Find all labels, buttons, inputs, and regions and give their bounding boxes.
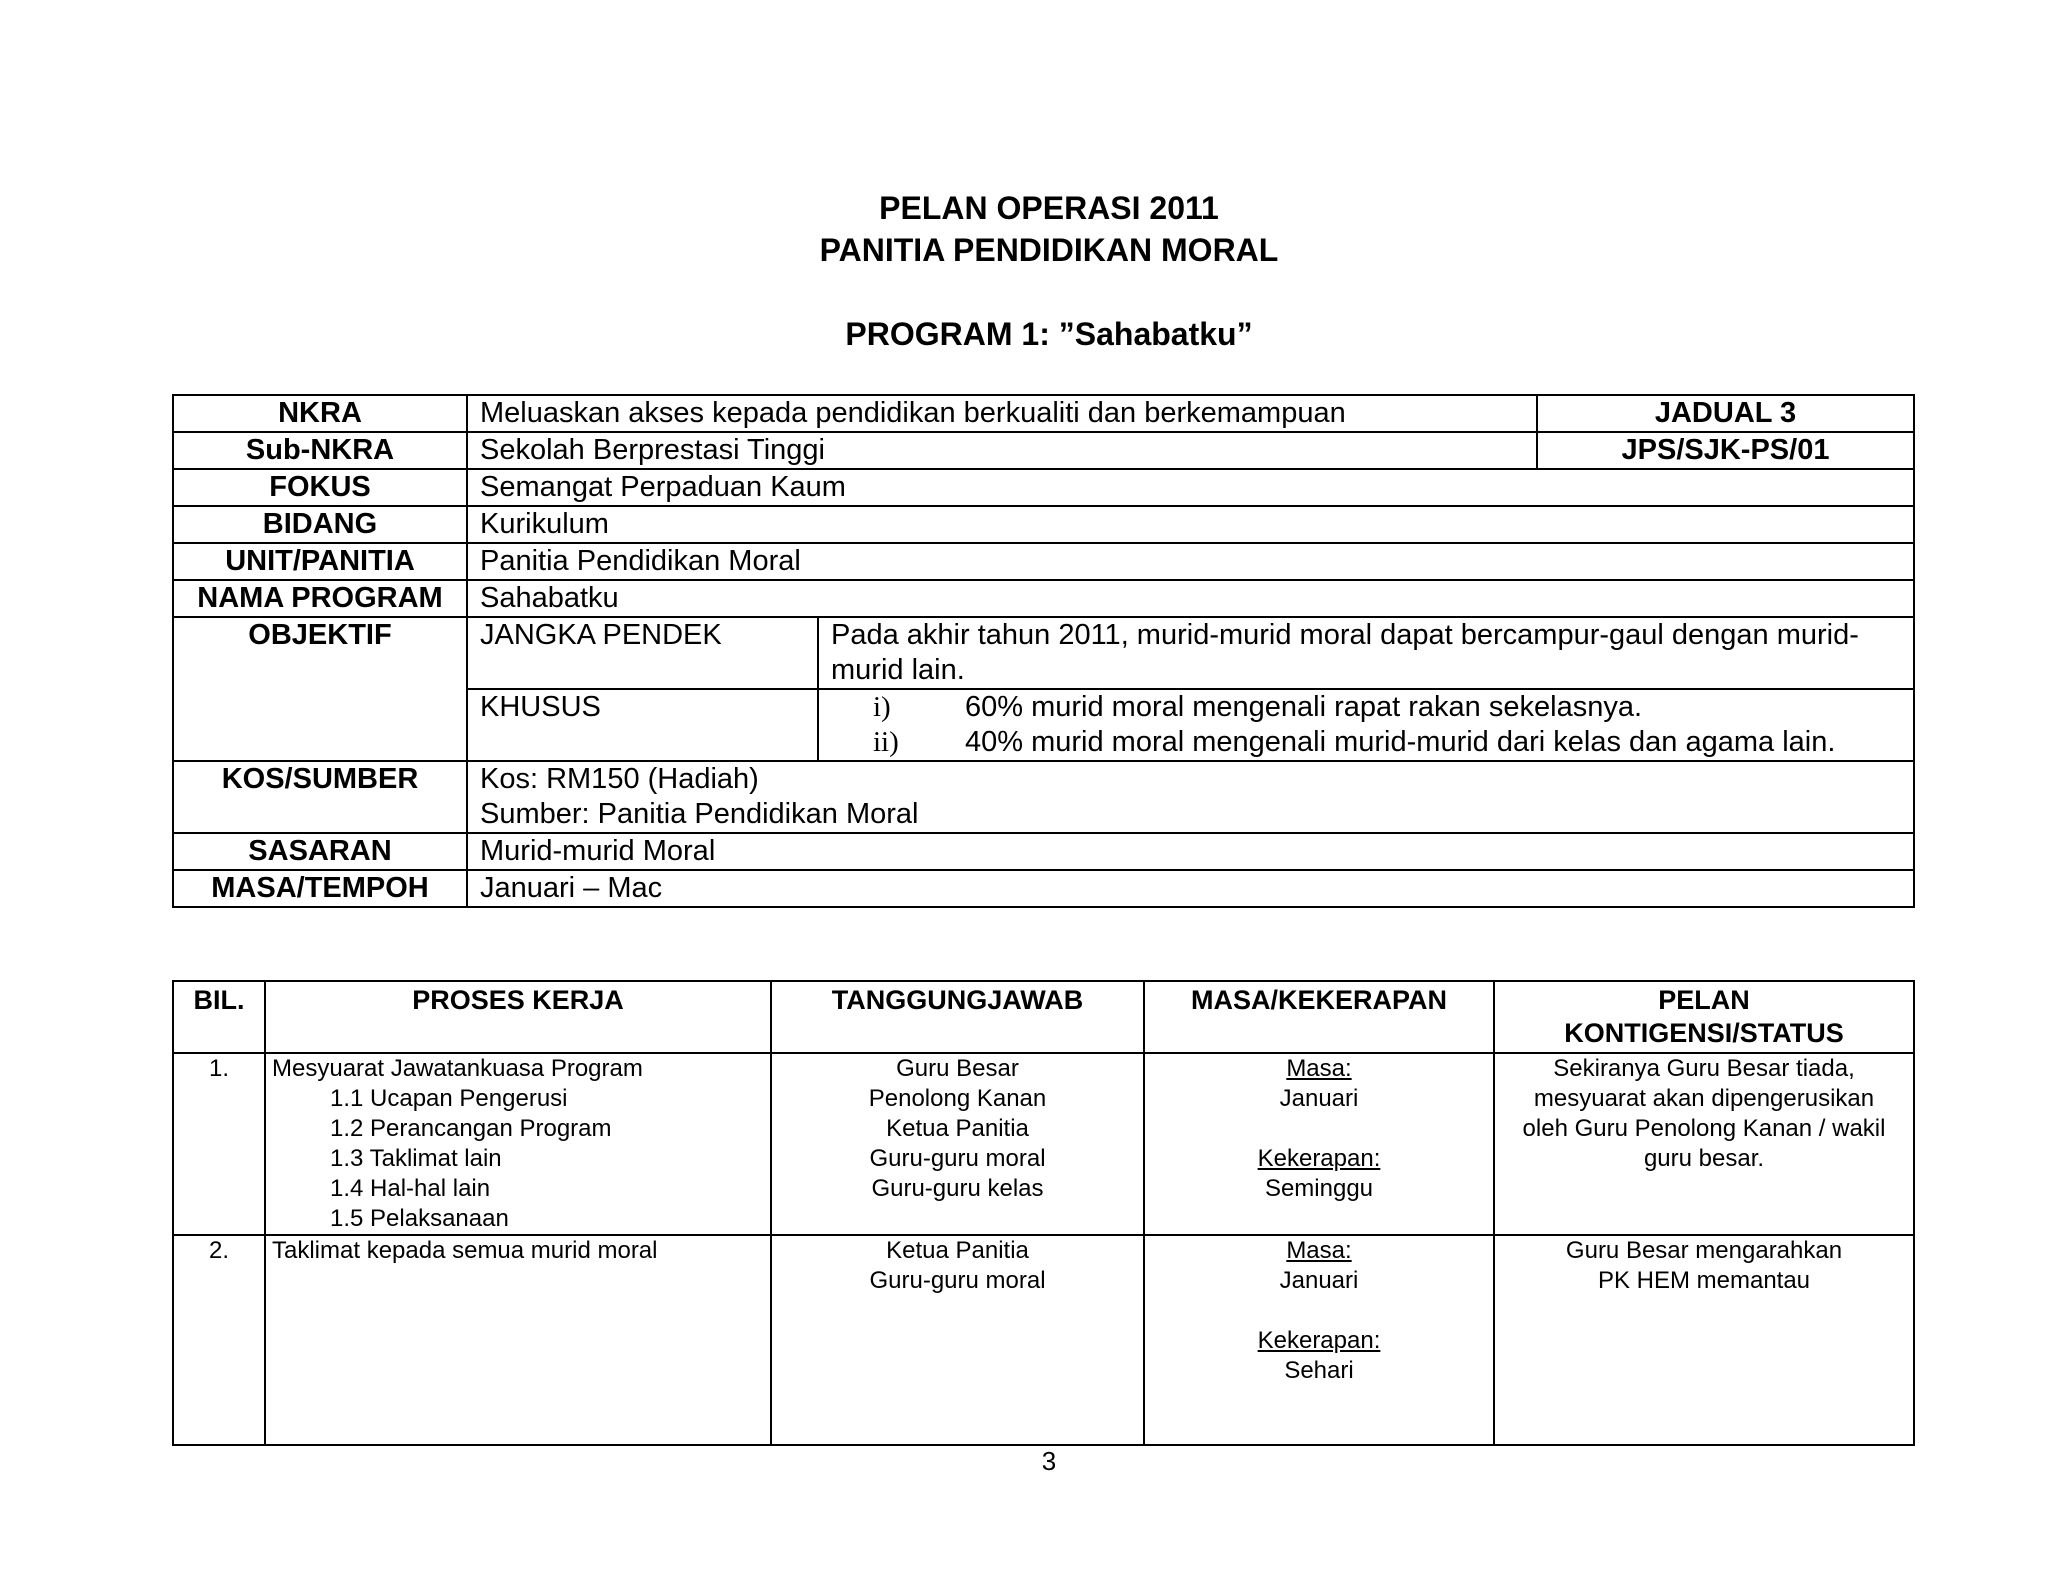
pelan-line: guru besar. [1643,1145,1765,1172]
khusus-item-text: 60% murid moral mengenali rapat rakan sekelasnya. [965,691,1643,723]
spacer [1151,1296,1487,1326]
page-number: 3 [1041,1446,1057,1476]
row-objektif-jangka [173,617,1914,689]
tanggungjawab-cell [771,1235,1144,1445]
kos-value: Kos: RM150 (Hadiah) [480,763,759,795]
proses-title: Mesyuarat Jawatankuasa Program [272,1055,643,1082]
table-row [173,1053,1914,1235]
row-fokus [173,469,1914,506]
proses-subitem: 1.5 Pelaksanaan [330,1205,509,1232]
row-masa-tempoh [173,870,1914,907]
subnkra-label: Sub-NKRA [173,432,467,469]
nkra-value: Meluaskan akses kepada pendidikan berkualiti dan berkemampuan [467,395,1537,432]
row-unit [173,543,1914,580]
row-number: 1. [173,1053,265,1235]
khusus-item-number: i) [873,691,891,723]
work-process-table [172,980,1915,1446]
tanggungjawab-item: Penolong Kanan [868,1085,1047,1112]
kos-sumber-label: KOS/SUMBER [173,761,467,833]
col-header-pelan [1494,981,1914,1053]
nkra-label: NKRA [173,395,467,432]
masa-cell [1144,1235,1494,1445]
row-subnkra [173,432,1914,469]
subnkra-value: Sekolah Berprestasi Tinggi [467,432,1537,469]
khusus-item [823,725,1901,760]
row-bidang [173,506,1914,543]
fokus-value: Semangat Perpaduan Kaum [467,469,1914,506]
row-sasaran [173,833,1914,870]
pelan-line: Guru Besar mengarahkan [1565,1237,1843,1264]
kekerapan-value: Sehari [1284,1357,1354,1384]
proses-subitem: 1.2 Perancangan Program [330,1115,612,1142]
masa-cell [1144,1053,1494,1235]
pelan-line: oleh Guru Penolong Kanan / wakil [1522,1115,1886,1142]
work-header-row [173,981,1914,1053]
masa-value: Januari [1279,1267,1359,1294]
khusus-item-text: 40% murid moral mengenali murid-murid dari kelas dan agama lain. [965,726,1836,758]
code-label: JPS/SJK-PS/01 [1537,432,1914,469]
pelan-line: mesyuarat akan dipengerusikan [1533,1085,1875,1112]
tanggungjawab-item: Guru Besar [896,1055,1019,1082]
proses-cell [265,1053,771,1235]
khusus-label: KHUSUS [467,689,818,761]
masa-tempoh-label: MASA/TEMPOH [173,870,467,907]
col-header-tanggungjawab: TANGGUNGJAWAB [771,981,1144,1053]
unit-value: Panitia Pendidikan Moral [467,543,1914,580]
sasaran-label: SASARAN [173,833,467,870]
pelan-cell [1494,1053,1914,1235]
proses-title: Taklimat kepada semua murid moral [272,1237,658,1264]
program-title: PROGRAM 1: ”Sahabatku” [845,316,1253,352]
nama-program-value: Sahabatku [467,580,1914,617]
sasaran-value: Murid-murid Moral [467,833,1914,870]
masa-tempoh-value: Januari – Mac [467,870,1914,907]
tanggungjawab-item: Guru-guru moral [869,1267,1046,1294]
khusus-item-number: ii) [873,726,899,758]
proses-subitem: 1.1 Ucapan Pengerusi [330,1085,568,1112]
jadual-label: JADUAL 3 [1537,395,1914,432]
proses-cell [265,1235,771,1445]
tanggungjawab-cell [771,1053,1144,1235]
proses-subitem: 1.4 Hal-hal lain [330,1175,491,1202]
proses-subitem: 1.3 Taklimat lain [330,1145,502,1172]
unit-label: UNIT/PANITIA [173,543,467,580]
spacer [1151,1114,1487,1144]
bidang-label: BIDANG [173,506,467,543]
nama-program-label: NAMA PROGRAM [173,580,467,617]
col-header-pelan-line1: PELAN [1658,985,1750,1015]
kos-sumber-value [467,761,1914,833]
objektif-label: OBJEKTIF [173,617,467,761]
col-header-masa: MASA/KEKERAPAN [1144,981,1494,1053]
row-nkra [173,395,1914,432]
table-row [173,1235,1914,1445]
program-info-table [172,394,1915,908]
doc-subtitle: PANITIA PENDIDIKAN MORAL [819,232,1279,268]
pelan-cell [1494,1235,1914,1445]
jangka-pendek-label: JANGKA PENDEK [467,617,818,689]
kekerapan-value: Seminggu [1264,1175,1374,1202]
masa-label: Masa: [1286,1237,1352,1264]
masa-label: Masa: [1286,1055,1352,1082]
sumber-value: Sumber: Panitia Pendidikan Moral [480,798,919,830]
khusus-item [823,690,1901,725]
pelan-line: Sekiranya Guru Besar tiada, [1553,1055,1855,1082]
masa-value: Januari [1279,1085,1359,1112]
col-header-pelan-line2: KONTIGENSI/STATUS [1564,1018,1844,1048]
jangka-pendek-value: Pada akhir tahun 2011, murid-murid moral dapat bercampur-gaul dengan murid-murid lain. [818,617,1914,689]
tanggungjawab-item: Guru-guru moral [869,1145,1046,1172]
bidang-value: Kurikulum [467,506,1914,543]
row-number: 2. [173,1235,265,1445]
doc-title: PELAN OPERASI 2011 [879,190,1219,226]
col-header-proses: PROSES KERJA [265,981,771,1053]
row-nama-program [173,580,1914,617]
fokus-label: FOKUS [173,469,467,506]
pelan-line: PK HEM memantau [1597,1267,1811,1294]
kekerapan-label: Kekerapan: [1257,1145,1381,1172]
tanggungjawab-item: Ketua Panitia [886,1237,1029,1264]
tanggungjawab-item: Ketua Panitia [886,1115,1029,1142]
col-header-bil: BIL. [173,981,265,1053]
kekerapan-label: Kekerapan: [1257,1327,1381,1354]
khusus-list [818,689,1914,761]
tanggungjawab-item: Guru-guru kelas [871,1175,1044,1202]
row-kos-sumber [173,761,1914,833]
